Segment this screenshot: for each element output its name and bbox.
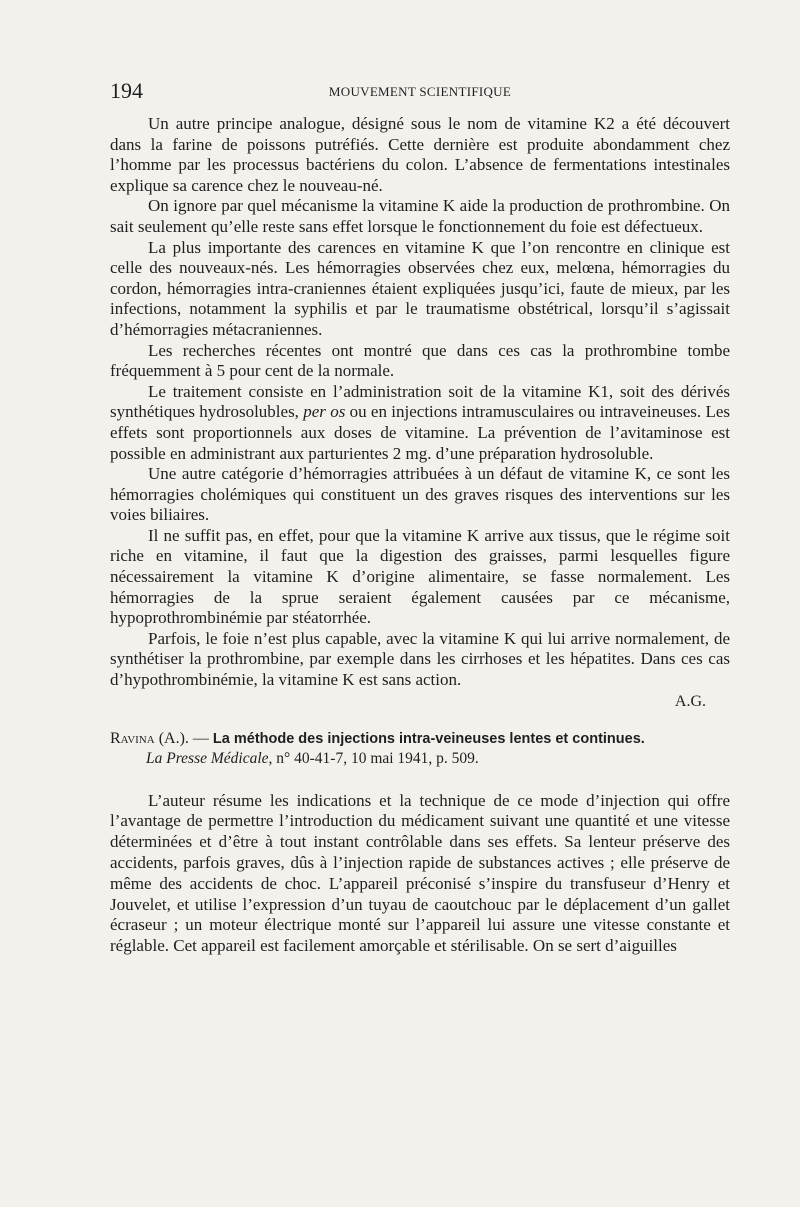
paragraph: Une autre catégorie d’hémorragies attribuées à un défaut de vitamine K, ce sont les hémorragies cholémiques qui constituent un des graves risques des interventions sur les voies biliaires.: [110, 464, 730, 525]
review-heading: [110, 729, 730, 769]
review-citation: [146, 749, 730, 769]
review-dash: —: [188, 729, 213, 747]
review-author: Ravina (A.).: [110, 729, 189, 747]
page-number: 194: [110, 78, 143, 103]
paragraph: On ignore par quel mécanisme la vitamine K aide la production de prothrombine. On sait seulement qu’elle reste sans effet lorsque le fonctionnement du foie est défectueux.: [110, 196, 730, 236]
paragraph-text: Le traitement consiste en l’administration soit de la vitamine K1, soit des dérivés synthétiques hydrosolubles,: [110, 381, 730, 422]
book-page: [110, 72, 730, 957]
running-head: MOUVEMENT SCIENTIFIQUE: [328, 84, 512, 99]
paragraph: L’auteur résume les indications et la technique de ce mode d’injection qui offre l’avantage de permettre l’introduction du médicament suivant une quantité et une vitesse déterminées et d’être à tout instant contrôlable dans ses effets. Sa lenteur préserve des accidents, parfois graves, dûs à l’injection rapide de substances actives ; elle préserve de même des accidents de choc. L’appareil préconisé s’inspire du transfuseur d’Henry et Jouvelet, et utilise l’expression d’un tuyau de caoutchouc par le déplacement d’un gallet écraseur ; un moteur électrique monté sur l’appareil lui assure une vitesse constante et réglable. Cet appareil est facilement amorçable et stérilisable. On se sert d’aiguilles: [110, 790, 730, 956]
review-title: La méthode des injections intra-veineuses lentes et continues.: [212, 730, 645, 747]
review-title-line: [110, 729, 730, 749]
review-body: [110, 791, 730, 957]
paragraph-text: ou en injections intramusculaires ou intraveineuses. Les effets sont proportionnels aux doses de vitamine. La prévention de l’avitaminose est possible en administrant aux parturientes 2 mg. d’une préparation hydrosoluble.: [110, 402, 730, 463]
page-header: [110, 72, 730, 103]
author-signature: A.G.: [674, 692, 706, 710]
journal-name: La Presse Médicale: [146, 749, 269, 767]
article-body: [110, 114, 730, 691]
paragraph: Il ne suffit pas, en effet, pour que la vitamine K arrive aux tissus, que le régime soit riche en vitamine, il faut que la digestion des graisses, parmi lesquelles figure nécessairement la vitamine K d’origine alimentaire, se fasse normalement. Les hémorragies de la sprue seraient également causées par ce mécanisme, hypoprothrombinémie par stéatorrhée.: [110, 525, 730, 628]
paragraph: La plus importante des carences en vitamine K que l’on rencontre en clinique est celle des nouveaux-nés. Les hémorragies observées chez eux, melœna, hémorragies du cordon, hémorragies intra-craniennes étaient expliquées jusqu’ici, faute de mieux, par les infections, notamment la syphilis et par le traumatisme obstétrical, lorsqu’il s’agissait d’hémorragies métacraniennes.: [110, 237, 730, 339]
paragraph: [110, 382, 730, 464]
citation-details: , n° 40-41-7, 10 mai 1941, p. 509.: [268, 749, 479, 767]
latin-phrase: per os: [303, 402, 346, 422]
paragraph: Un autre principe analogue, désigné sous le nom de vitamine K2 a été découvert dans la farine de poissons putréfiés. Cette dernière est produite abondamment chez l’homme par les processus bactériens du colon. L’absence de fermentations intestinales explique sa carence chez le nouveau-né.: [110, 114, 730, 195]
paragraph: Parfois, le foie n’est plus capable, avec la vitamine K qui lui arrive normalement, de synthétiser la prothrombine, par exemple dans les cirrhoses et les hépatites. Dans ces cas d’hypothrombinémie, la vitamine K est sans action.: [110, 628, 730, 690]
paragraph: Les recherches récentes ont montré que dans ces cas la prothrombine tombe fréquemment à 5 pour cent de la normale.: [110, 340, 730, 381]
